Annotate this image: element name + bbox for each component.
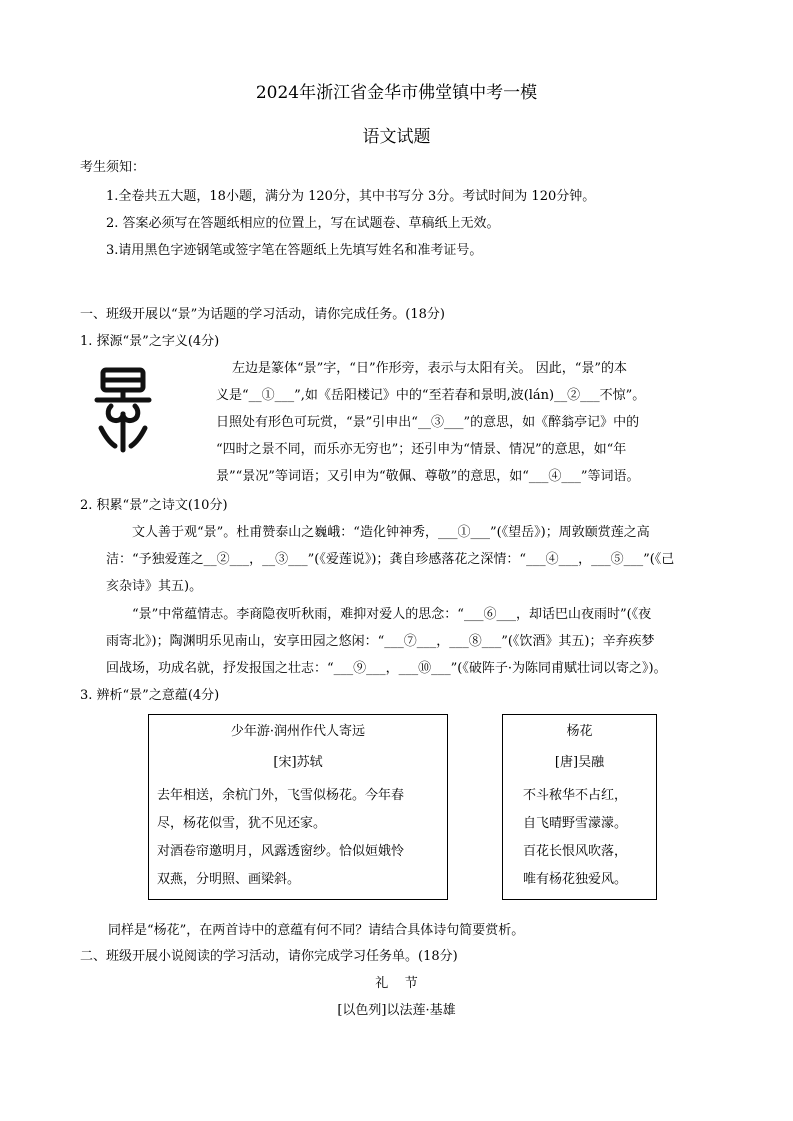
poem-box-shaoniannyou xyxy=(148,714,448,900)
q2-line: 回战场，功成名就，抒发报国之壮志：“___⑨___，___⑩___”(《破阵子·为陈同甫赋壮词以寄之》)。 xyxy=(106,661,667,676)
q3-question: 同样是“杨花”，在两首诗中的意蕴有何不同？请结合具体诗句简要赏析。 xyxy=(108,923,525,938)
story-title: 礼 节 xyxy=(375,976,418,991)
section1-heading: 一、班级开展以“景”为话题的学习活动，请你完成任务。(18分) xyxy=(80,307,445,322)
seal-jing-icon xyxy=(91,366,155,454)
poem-line: 对酒卷帘邀明月，风露透窗纱。恰似姮娥怜 xyxy=(157,844,405,859)
poem-line: 尽，杨花似雪，犹不见还家。 xyxy=(157,816,327,831)
poem-title: 少年游·润州作代人寄远 xyxy=(230,724,366,739)
q1-line: 景”“景况”等词语；又引申为“敬佩、尊敬”的意思，如“___④___”等词语。 xyxy=(216,469,640,484)
q1-title: 1. 探源“景”之字义(4分) xyxy=(80,334,220,349)
poem-line: 自飞晴野雪濛濛。 xyxy=(523,816,628,831)
poem-line: 去年相送，余杭门外，飞雪似杨花。今年春 xyxy=(157,788,405,803)
q1-line: 义是“__①___”,如《岳阳楼记》中的“至若春和景明,波(lán)__②___不惊”。 xyxy=(216,388,646,403)
poem-line: 双燕，分明照、画梁斜。 xyxy=(157,872,301,887)
poem-author: [唐]吴融 xyxy=(554,755,605,770)
poem-line: 不斗秾华不占红， xyxy=(523,788,628,803)
poem-box-yanghua xyxy=(502,714,657,900)
section2-heading: 二、班级开展小说阅读的学习活动，请你完成学习任务单。(18分) xyxy=(80,949,458,964)
q1-line: “四时之景不同，而乐亦无穷也”；还引申为“情景、情况”的意思，如“年 xyxy=(216,442,627,457)
q2-line: 洁：“予独爱莲之__②___，__③___”(《爱莲说》)；龚自珍感落花之深情：“___④___，___⑤___”(《己 xyxy=(106,552,675,567)
q1-line: 日照处有形色可玩赏，“景”引申出“__③___”的意思，如《醉翁亭记》中的 xyxy=(216,415,640,430)
poem-author: [宋]苏轼 xyxy=(273,755,323,770)
poem-title: 杨花 xyxy=(566,724,593,739)
poem-line: 唯有杨花独爱风。 xyxy=(523,872,628,887)
notice-label: 考生须知： xyxy=(80,160,146,175)
q2-title: 2. 积累“景”之诗文(10分) xyxy=(80,498,228,513)
notice-item: 3.请用黑色字迹钢笔或签字笔在答题纸上先填写姓名和准考证号。 xyxy=(106,243,483,258)
notice-item: 2. 答案必须写在答题纸相应的位置上，写在试题卷、草稿纸上无效。 xyxy=(106,216,500,231)
q2-line: 文人善于观“景”。杜甫赞泰山之巍峨：“造化钟神秀，___①___”(《望岳》)；周敦颐赏莲之高 xyxy=(132,525,650,540)
q2-line: “景”中常蕴情志。李商隐夜听秋雨，难抑对爱人的思念：“___⑥___，却话巴山夜雨时”(《夜 xyxy=(132,607,652,622)
q2-line: 亥杂诗》其五)。 xyxy=(106,579,203,594)
page-subtitle: 语文试题 xyxy=(362,127,431,147)
notice-item: 1.全卷共五大题，18小题，满分为 120分，其中书写分 3分。考试时间为 120分钟。 xyxy=(106,189,596,204)
seal-script-character xyxy=(90,365,156,455)
story-author: [以色列]以法莲·基雄 xyxy=(337,1003,456,1018)
q1-line: 左边是篆体“景”字，“日”作形旁，表示与太阳有关。 因此，“景”的本 xyxy=(232,361,628,376)
q2-line: 雨寄北》)；陶渊明乐见南山，安享田园之悠闲：“___⑦___，___⑧___”(《饮酒》其五)；辛弃疾梦 xyxy=(106,634,655,649)
page-title: 2024年浙江省金华市佛堂镇中考一模 xyxy=(255,83,538,103)
q3-title: 3. 辨析“景”之意蕴(4分) xyxy=(80,688,220,703)
poem-line: 百花长恨风吹落， xyxy=(523,844,628,859)
